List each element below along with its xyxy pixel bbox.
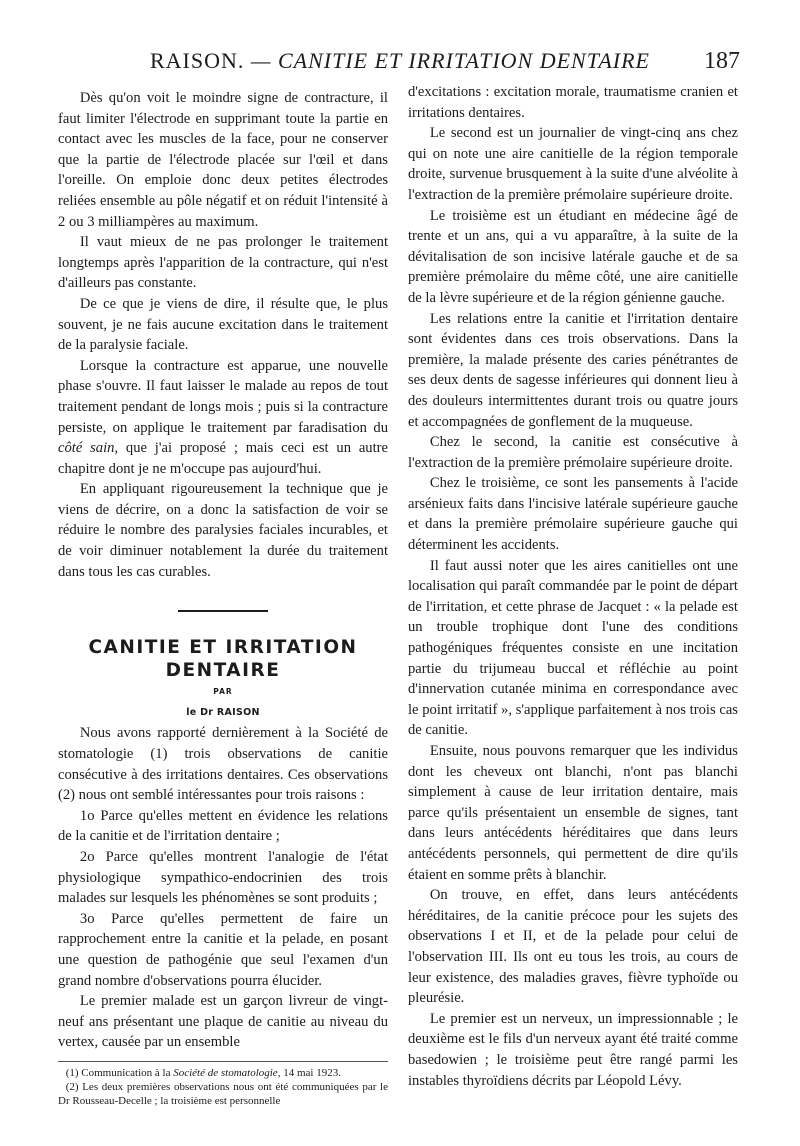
running-title <box>60 46 740 76</box>
footnote <box>58 1066 388 1080</box>
paragraph: Le premier est un nerveux, un impressionnable ; le deuxième est le fils d'un nerveux ayant été traité comme basedowien ; le troisième peut être rangé parmi les instables thyroïdiens décrits par Léopold Lévy. <box>408 1010 738 1089</box>
running-title-subject: — CANITIE ET IRRITATION DENTAIRE <box>250 48 650 73</box>
paragraph: Il vaut mieux de ne pas prolonger le traitement longtemps après l'apparition de la contracture, qui n'est d'ailleurs pas constante. <box>58 234 388 292</box>
paragraph: d'excitations : excitation morale, traumatisme cranien et irritations dentaires. <box>408 84 738 121</box>
paragraph: Il faut aussi noter que les aires canitielles ont une localisation qui paraît commandée par le point de départ de l'irritation, et cette phrase de Jacquet : « la pelade est un trouble trophique dont l'une des conditions pathogéniques fréquentes consiste en une incitation partie du trijumeau buccal et réfléchie au point d'innervation cutanée minima en correspondance avec le point irritatif », s'applique parfaitement à nos trois cas de canitie. <box>408 557 738 739</box>
page-number: 187 <box>704 48 740 74</box>
paragraph <box>58 356 388 480</box>
running-title-author: RAISON. <box>150 48 245 73</box>
byline-author: le Dr RAISON <box>186 706 260 718</box>
section-divider <box>178 610 268 612</box>
article-title-line: CANITIE ET IRRITATION <box>88 637 358 659</box>
paragraph: Le premier malade est un garçon livreur de vingt-neuf ans présentant une plaque de canitie au niveau du vertex, causée par un ensemble <box>58 993 388 1051</box>
paragraph: 1o Parce qu'elles mettent en évidence les relations de la canitie et de l'irritation dentaire ; <box>58 807 388 845</box>
paragraph: 3o Parce qu'elles permettent de faire un rapprochement entre la canitie et la pelade, en posant une question de pathogénie que seul l'examen d'un grand nombre d'observations pourra élucider. <box>58 910 388 989</box>
italic-text: côté sain <box>58 440 115 457</box>
article-title-line: DENTAIRE <box>165 660 281 682</box>
text-run: (1) Communication à la <box>65 1066 174 1079</box>
paragraph: En appliquant rigoureusement la technique que je viens de décrire, on a donc la satisfaction de voir se réduire le nombre des paralysies faciales incurables, et de voir diminuer notablement la durée du traitement dans tous les cas curables. <box>58 481 388 580</box>
paragraph: Le second est un journalier de vingt-cinq ans chez qui on note une aire canitielle de la région temporale droite, survenue brusquement à la suite d'une alvéolite à l'extraction de la première prémolaire supérieure droite. <box>408 125 738 203</box>
paragraph: 2o Parce qu'elles montrent l'analogie de l'état physiologique sympathico-endocrinien des trois malades sur lesquels les phénomènes se sont produits ; <box>58 849 388 907</box>
footnote: (2) Les deux premières observations nous ont été communiquées par le Dr Rousseau-Decelle ; la troisième est personnelle <box>58 1080 388 1107</box>
paragraph: Le troisième est un étudiant en médecine âgé de trente et un ans, qui a vu apparaître, à la suite de la dévitalisation de son incisive latérale gauche et de sa première prémolaire du même côté, une aire canitielle de la lèvre supérieure et de la région génienne gauche. <box>408 207 738 306</box>
text-run: , que j'ai proposé ; mais ceci est un autre chapitre dont je ne m'occupe pas aujourd'hui. <box>58 440 388 477</box>
left-column <box>58 88 388 1108</box>
page-header <box>60 46 740 78</box>
right-column <box>408 82 738 1091</box>
footnotes <box>58 1061 388 1108</box>
paragraph: De ce que je viens de dire, il résulte que, le plus souvent, je ne fais aucune excitation dans le traitement de la paralysie faciale. <box>58 295 388 354</box>
paragraph: Nous avons rapporté dernièrement à la Société de stomatologie (1) trois observations de canitie consécutive à des irritations dentaires. Ces observations (2) nous ont semblé intéressantes pour trois raisons : <box>58 725 388 804</box>
text-run: , 14 mai 1923. <box>277 1066 341 1079</box>
paragraph: Les relations entre la canitie et l'irritation dentaire sont évidentes dans ces trois observations. Dans la première, la malade présente des caries pénétrantes de ses deux dents de sagesse inférieures qui donnent lieu à des douleurs intermittentes durant trois ou quatre jours et accompagnées de gonflement de la muqueuse. <box>408 310 738 430</box>
paragraph: Chez le troisième, ce sont les pansements à l'acide arsénieux faits dans l'incisive latérale supérieure gauche et dans la première prémolaire supérieure gauche qui déterminent les accidents. <box>408 475 738 554</box>
byline-par: PAR <box>213 687 233 697</box>
paragraph: Chez le second, la canitie est consécutive à l'extraction de la première prémolaire supérieure droite. <box>408 434 738 471</box>
paragraph: Ensuite, nous pouvons remarquer que les individus dont les cheveux ont blanchi, n'ont pas blanchi simplement à cause de leur irritation dentaire, mais parce qu'ils présentaient un ensemble de signes, tant dans leurs antécédents héréditaires que dans leurs antécédents personnels, qui permettent de dire qu'ils étaient en somme prêts à blanchir. <box>408 743 738 883</box>
article-title <box>58 636 388 682</box>
paragraph: On trouve, en effet, dans leurs antécédents héréditaires, de la canitie précoce pour les sujets des observations I et II, et de la pelade pour celui de l'observation III. Ils ont eu tous les trois, au cours de leur existence, des maladies graves, fièvre typhoïde ou pleurésie. <box>408 887 738 1007</box>
italic-text: Société de stomatologie <box>173 1066 278 1079</box>
paragraph: Dès qu'on voit le moindre signe de contracture, il faut limiter l'électrode en supprimant toute la partie en contact avec les muscles de la face, pour ne conserver que la partie de l'électrode placée sur l'œil et dans l'oreille. On emploie donc deux petites électrodes reliées ensemble au pôle négatif et on réduit l'intensité à 2 ou 3 milliampères au maximum. <box>58 90 388 230</box>
text-run: Lorsque la contracture est apparue, une nouvelle phase s'ouvre. Il faut laisser le malade au repos de tout traitement pendant de longs mois ; puis si la contracture persiste, on applique le traitement par faradisation du <box>58 357 388 436</box>
